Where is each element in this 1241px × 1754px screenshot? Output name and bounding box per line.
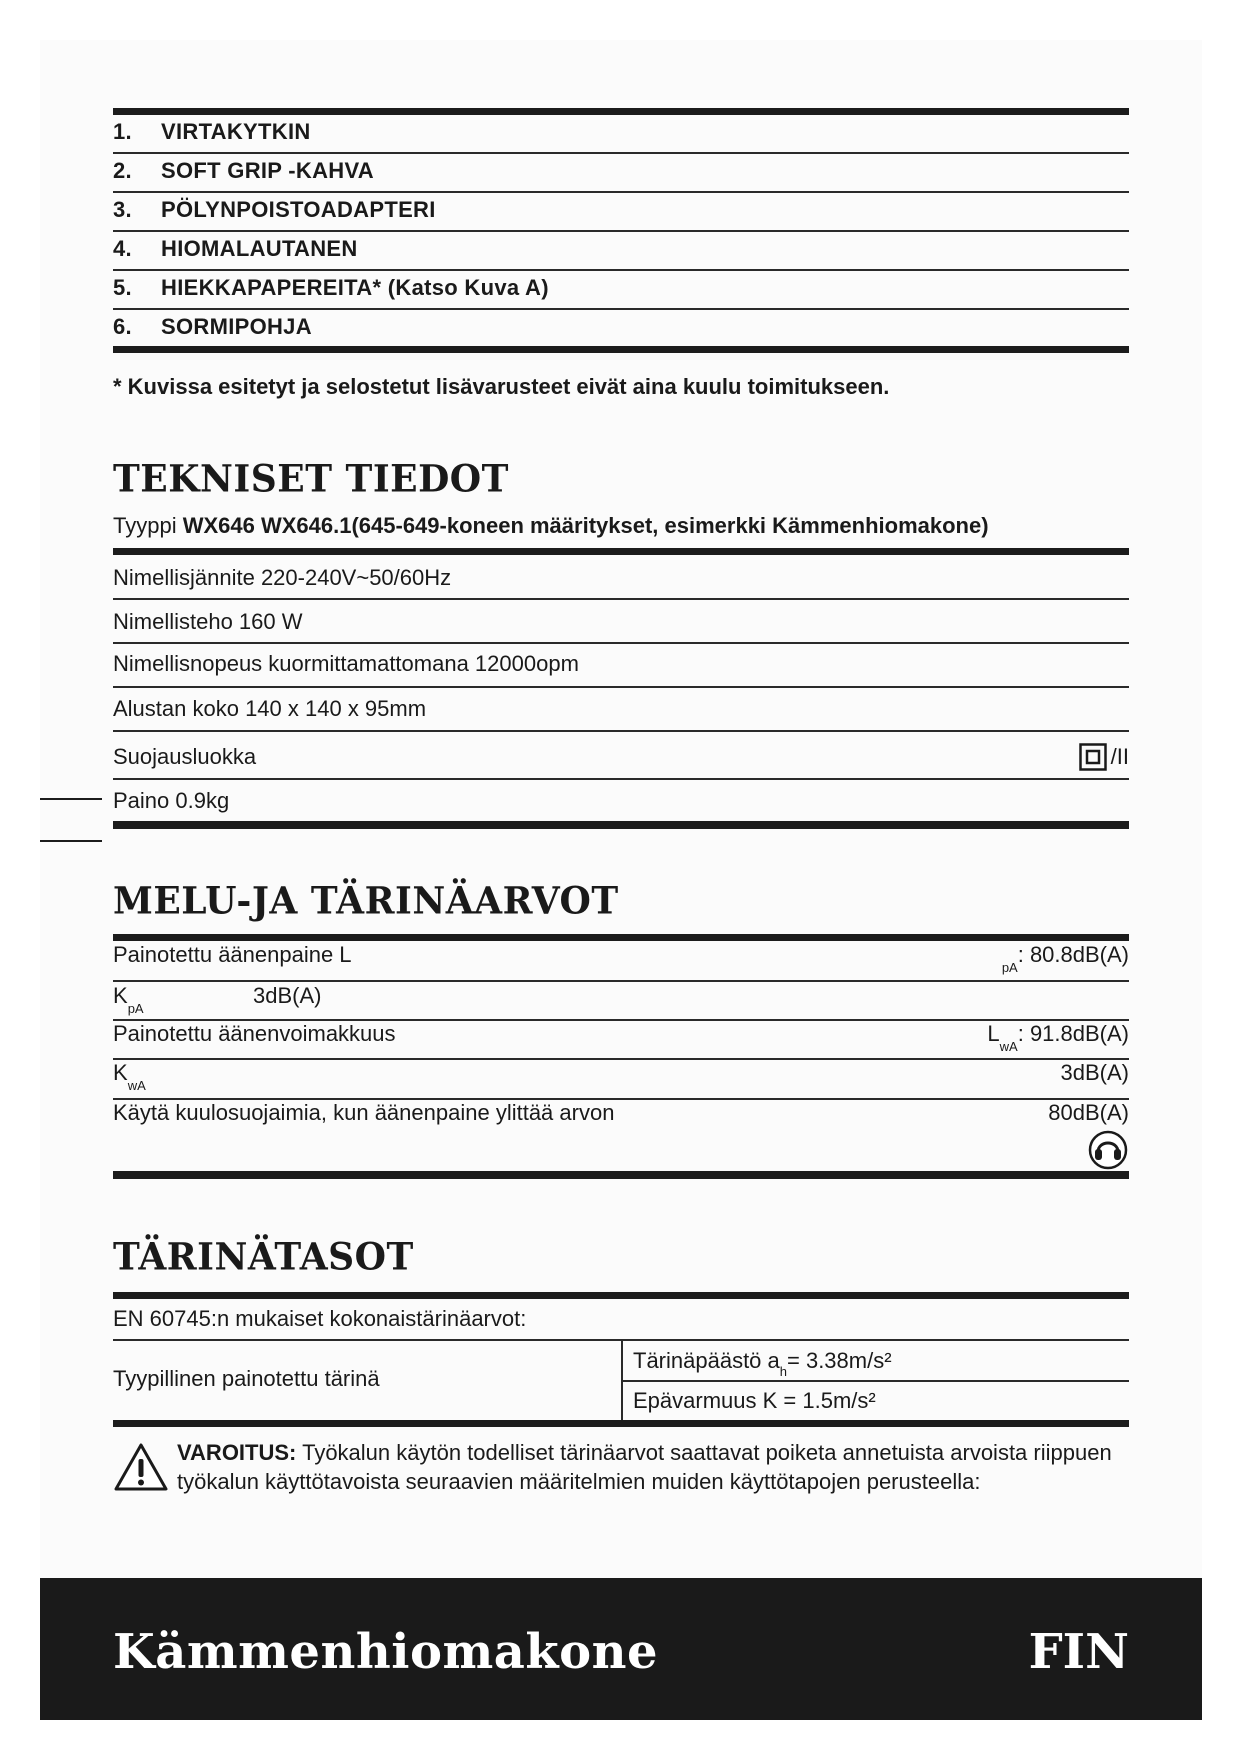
parts-item-3 [113, 191, 1129, 229]
noise-row-sound-pressure [113, 942, 1129, 978]
parts-item-number: 6. [113, 314, 132, 339]
noise-symbol: L [987, 1021, 1000, 1046]
margin-mark [40, 798, 102, 800]
noise-label: Käytä kuulosuojaimia, kun äänenpaine ylittää arvon [113, 1100, 615, 1125]
noise-bottom-rule [113, 1171, 1129, 1179]
parts-item-6 [113, 308, 1129, 346]
spec-row-weight [113, 784, 1129, 818]
parts-item-label: HIOMALAUTANEN [161, 236, 358, 261]
noise-label: K [113, 1060, 128, 1085]
parts-item-number: 2. [113, 158, 132, 183]
warning-text: Työkalun käytön todelliset tärinäarvot saattavat poiketa annetuista arvoista riippuen työkalun käyttötavoista seuraavien määritelmien muiden käyttötapojen perusteella: [177, 1440, 1112, 1494]
parts-item-number: 1. [113, 119, 132, 144]
parts-item-label: PÖLYNPOISTOADAPTERI [161, 197, 436, 222]
noise-row-sound-power [113, 1021, 1129, 1057]
technical-heading: TEKNISET TIEDOT [113, 456, 509, 502]
divider [113, 980, 1129, 982]
vibration-typical-label [113, 1362, 613, 1396]
technical-top-rule [113, 548, 1129, 555]
type-label: Tyyppi [113, 513, 177, 538]
noise-subscript: wA [999, 1039, 1018, 1054]
noise-value: 3dB(A) [253, 983, 322, 1008]
parts-item-number: 3. [113, 197, 132, 222]
type-value: WX646 WX646.1(645-649-koneen määritykset, esimerkki Kämmenhiomakone) [182, 513, 989, 538]
accessory-note: * Kuvissa esitetyt ja selostetut lisävarusteet eivät aina kuulu toimitukseen. [113, 374, 890, 399]
noise-label: Painotettu äänenpaine L [113, 942, 352, 967]
technical-bottom-rule [113, 821, 1129, 829]
spec-text: Nimellisnopeus kuormittamattomana 12000opm [113, 651, 579, 676]
vibration-subscript: h [779, 1363, 787, 1379]
spec-row-speed [113, 648, 1129, 680]
noise-row-hearing-protection [113, 1100, 1129, 1136]
noise-top-rule [113, 934, 1129, 941]
parts-item-label: HIEKKAPAPEREITA* (Katso Kuva A) [161, 275, 549, 300]
divider [113, 778, 1129, 780]
vibration-top-rule [113, 1292, 1129, 1299]
vibration-bottom-rule [113, 1420, 1129, 1427]
ear-protection-icon [1088, 1130, 1128, 1170]
parts-item-number: 5. [113, 275, 132, 300]
parts-bottom-rule [113, 346, 1129, 353]
spec-text: Nimellisteho 160 W [113, 609, 303, 634]
vibration-value: = 3.38m/s² [787, 1348, 892, 1373]
margin-mark [40, 840, 102, 842]
spec-text: Alustan koko 140 x 140 x 95mm [113, 696, 427, 721]
noise-subscript: pA [1001, 960, 1018, 975]
divider [113, 686, 1129, 688]
warning-triangle-icon [113, 1442, 169, 1492]
vibration-heading: TÄRINÄTASOT [113, 1234, 414, 1280]
footer-title: Kämmenhiomakone [113, 1624, 659, 1680]
vibration-value: Epävarmuus K = 1.5m/s² [633, 1388, 876, 1413]
vibration-emission [633, 1342, 1129, 1380]
vibration-label: Tyypillinen painotettu tärinä [113, 1366, 380, 1391]
noise-subscript: pA [127, 1001, 144, 1016]
spec-row-voltage [113, 562, 1129, 594]
footer-band [40, 1578, 1202, 1720]
warning-block [113, 1438, 1129, 1496]
parts-item-4 [113, 230, 1129, 268]
noise-subscript: wA [127, 1078, 146, 1093]
spec-row-power [113, 606, 1129, 638]
spec-row-base-size [113, 693, 1129, 725]
noise-value: : 80.8dB(A) [1017, 942, 1129, 967]
noise-label: K [113, 983, 128, 1008]
spec-text: Nimellisjännite 220-240V~50/60Hz [113, 565, 452, 590]
protection-class-value: /II [1110, 744, 1129, 769]
noise-value: 3dB(A) [1060, 1060, 1129, 1085]
vibration-uncertainty [633, 1382, 1129, 1420]
noise-row-kwa [113, 1060, 1129, 1096]
parts-item-label: VIRTAKYTKIN [161, 119, 311, 144]
noise-row-kpa [113, 983, 1129, 1019]
divider [113, 730, 1129, 732]
warning-label: VAROITUS: [177, 1440, 297, 1465]
vibration-label: Tärinäpäästö a [633, 1348, 780, 1373]
parts-item-label: SORMIPOHJA [161, 314, 312, 339]
noise-value: 80dB(A) [1048, 1100, 1129, 1125]
spec-text: Suojausluokka [113, 744, 257, 769]
type-line [113, 513, 989, 539]
divider [113, 642, 1129, 644]
noise-value: : 91.8dB(A) [1017, 1021, 1129, 1046]
parts-item-number: 4. [113, 236, 132, 261]
parts-item-5 [113, 269, 1129, 307]
language-code: FIN [1028, 1624, 1129, 1680]
parts-item-2 [113, 152, 1129, 190]
vibration-intro [113, 1302, 1129, 1336]
noise-label: Painotettu äänenvoimakkuus [113, 1021, 396, 1046]
parts-item-label: SOFT GRIP -KAHVA [161, 158, 374, 183]
spec-text: Paino 0.9kg [113, 788, 230, 813]
vibration-intro-text: EN 60745:n mukaiset kokonaistärinäarvot: [113, 1306, 527, 1331]
parts-item-1 [113, 113, 1129, 151]
noise-heading: MELU-JA TÄRINÄARVOT [113, 878, 619, 924]
divider [113, 598, 1129, 600]
double-insulation-icon [1079, 743, 1107, 771]
spec-row-protection-class [113, 740, 1129, 774]
